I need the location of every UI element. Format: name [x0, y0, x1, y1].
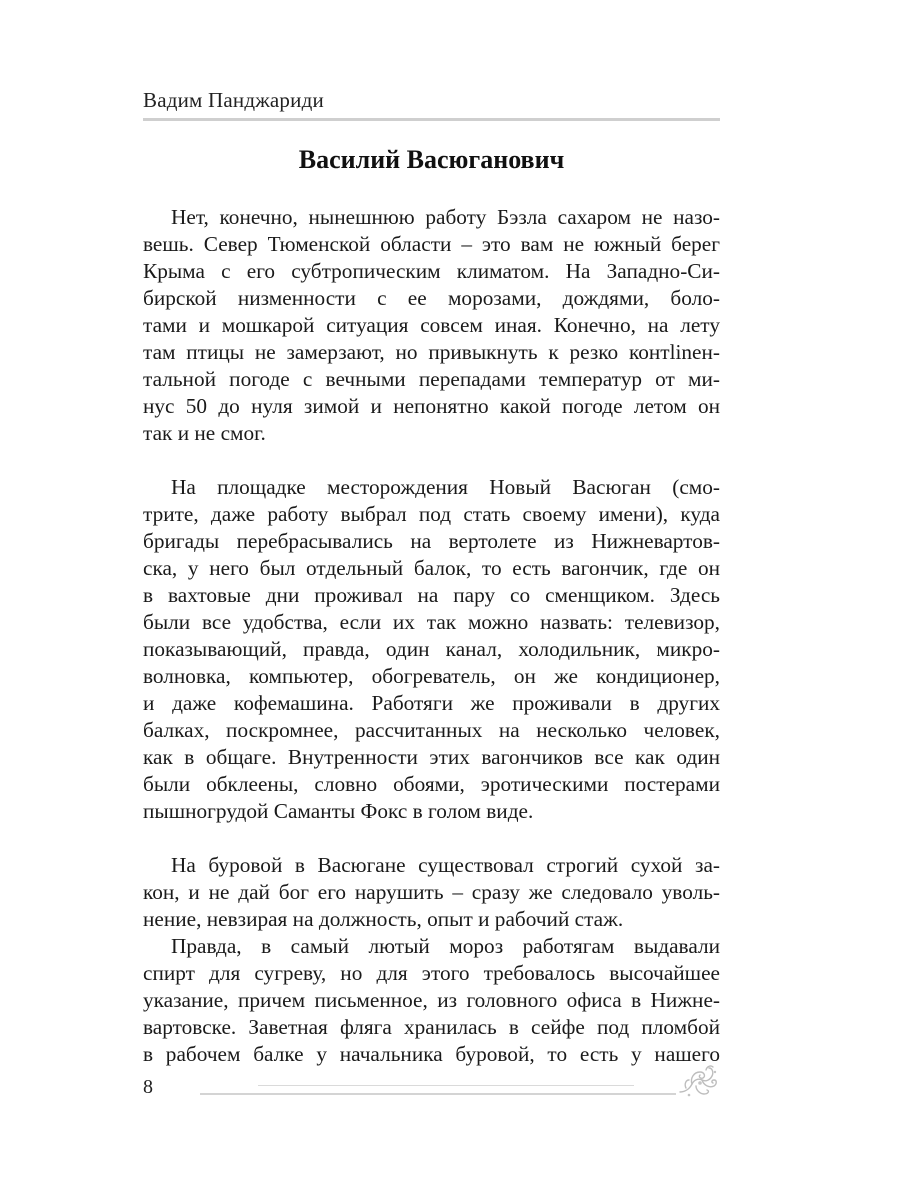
paragraph-gap: [143, 825, 720, 852]
paragraph-1: [143, 204, 720, 447]
text-line: и даже кофемашина. Работяги же проживали в других: [143, 691, 720, 715]
text-line: были все удобства, если их так можно назвать: телевизор,: [143, 610, 720, 634]
text-line: волновка, компьютер, обогреватель, он же кондиционер,: [143, 664, 720, 688]
text-line: в вахтовые дни проживал на пару со сменщиком. Здесь: [143, 583, 720, 607]
header-rule: [143, 118, 720, 121]
paragraph-2: [143, 474, 720, 825]
text-line: Крыма с его субтропическим климатом. На Западно-Си-: [143, 259, 720, 283]
text-line: нус 50 до нуля зимой и непонятно какой погоде летом он: [143, 394, 720, 418]
text-line: На буровой в Васюгане существовал строгий сухой за-: [171, 853, 720, 877]
footer-rule-outer: [200, 1093, 676, 1095]
text-line: бригады перебрасывались на вертолете из Нижневартов-: [143, 529, 720, 553]
body-text: [143, 204, 720, 1068]
paragraph-4: [143, 933, 720, 1068]
text-line: кон, и не дай бог его нарушить – сразу же следовало уволь-: [143, 880, 720, 904]
text-line: там птицы не замерзают, но привыкнуть к резко контlinен-: [143, 340, 720, 364]
chapter-title: Василий Васюганович: [298, 145, 565, 174]
running-head-author: Вадим Панджариди: [143, 88, 324, 112]
text-line: Правда, в самый лютый мороз работягам выдавали: [171, 934, 720, 958]
text-line: вартовске. Заветная фляга хранилась в сейфе под пломбой: [143, 1015, 720, 1039]
paragraph-gap: [143, 447, 720, 474]
text-line: как в общаге. Внутренности этих вагончиков все как один: [143, 745, 720, 769]
text-line: спирт для сугреву, но для этого требовалось высочайшее: [143, 961, 720, 985]
text-line: пышногрудой Саманты Фокс в голом виде.: [143, 799, 534, 823]
floral-ornament-icon: [676, 1062, 720, 1102]
text-line: в рабочем балке у начальника буровой, то есть у нашего: [143, 1042, 720, 1066]
text-line: На площадке месторождения Новый Васюган (смо-: [171, 475, 720, 499]
page-number: 8: [143, 1076, 153, 1098]
text-line: показывающий, правда, один канал, холодильник, микро-: [143, 637, 720, 661]
text-line: бирской низменности с ее морозами, дождями, боло-: [143, 286, 720, 310]
text-line: Нет, конечно, нынешнюю работу Бэзла сахаром не назо-: [171, 205, 720, 229]
text-line: тальной погоде с вечными перепадами температур от ми-: [143, 367, 720, 391]
text-line: балках, поскромнее, рассчитанных на несколько человек,: [143, 718, 720, 742]
text-line: так и не смог.: [143, 421, 266, 445]
text-line: были обклеены, словно обоями, эротическими постерами: [143, 772, 720, 796]
text-line: тами и мошкарой ситуация совсем иная. Конечно, на лету: [143, 313, 720, 337]
paragraph-3: [143, 852, 720, 933]
text-line: вешь. Север Тюменской области – это вам не южный берег: [143, 232, 720, 256]
text-line: указание, причем письменное, из головного офиса в Нижне-: [143, 988, 720, 1012]
text-line: нение, невзирая на должность, опыт и рабочий стаж.: [143, 907, 624, 931]
footer-rule-inner: [258, 1085, 634, 1086]
text-line: трите, даже работу выбрал под стать своему имени), куда: [143, 502, 720, 526]
text-line: ска, у него был отдельный балок, то есть вагончик, где он: [143, 556, 720, 580]
